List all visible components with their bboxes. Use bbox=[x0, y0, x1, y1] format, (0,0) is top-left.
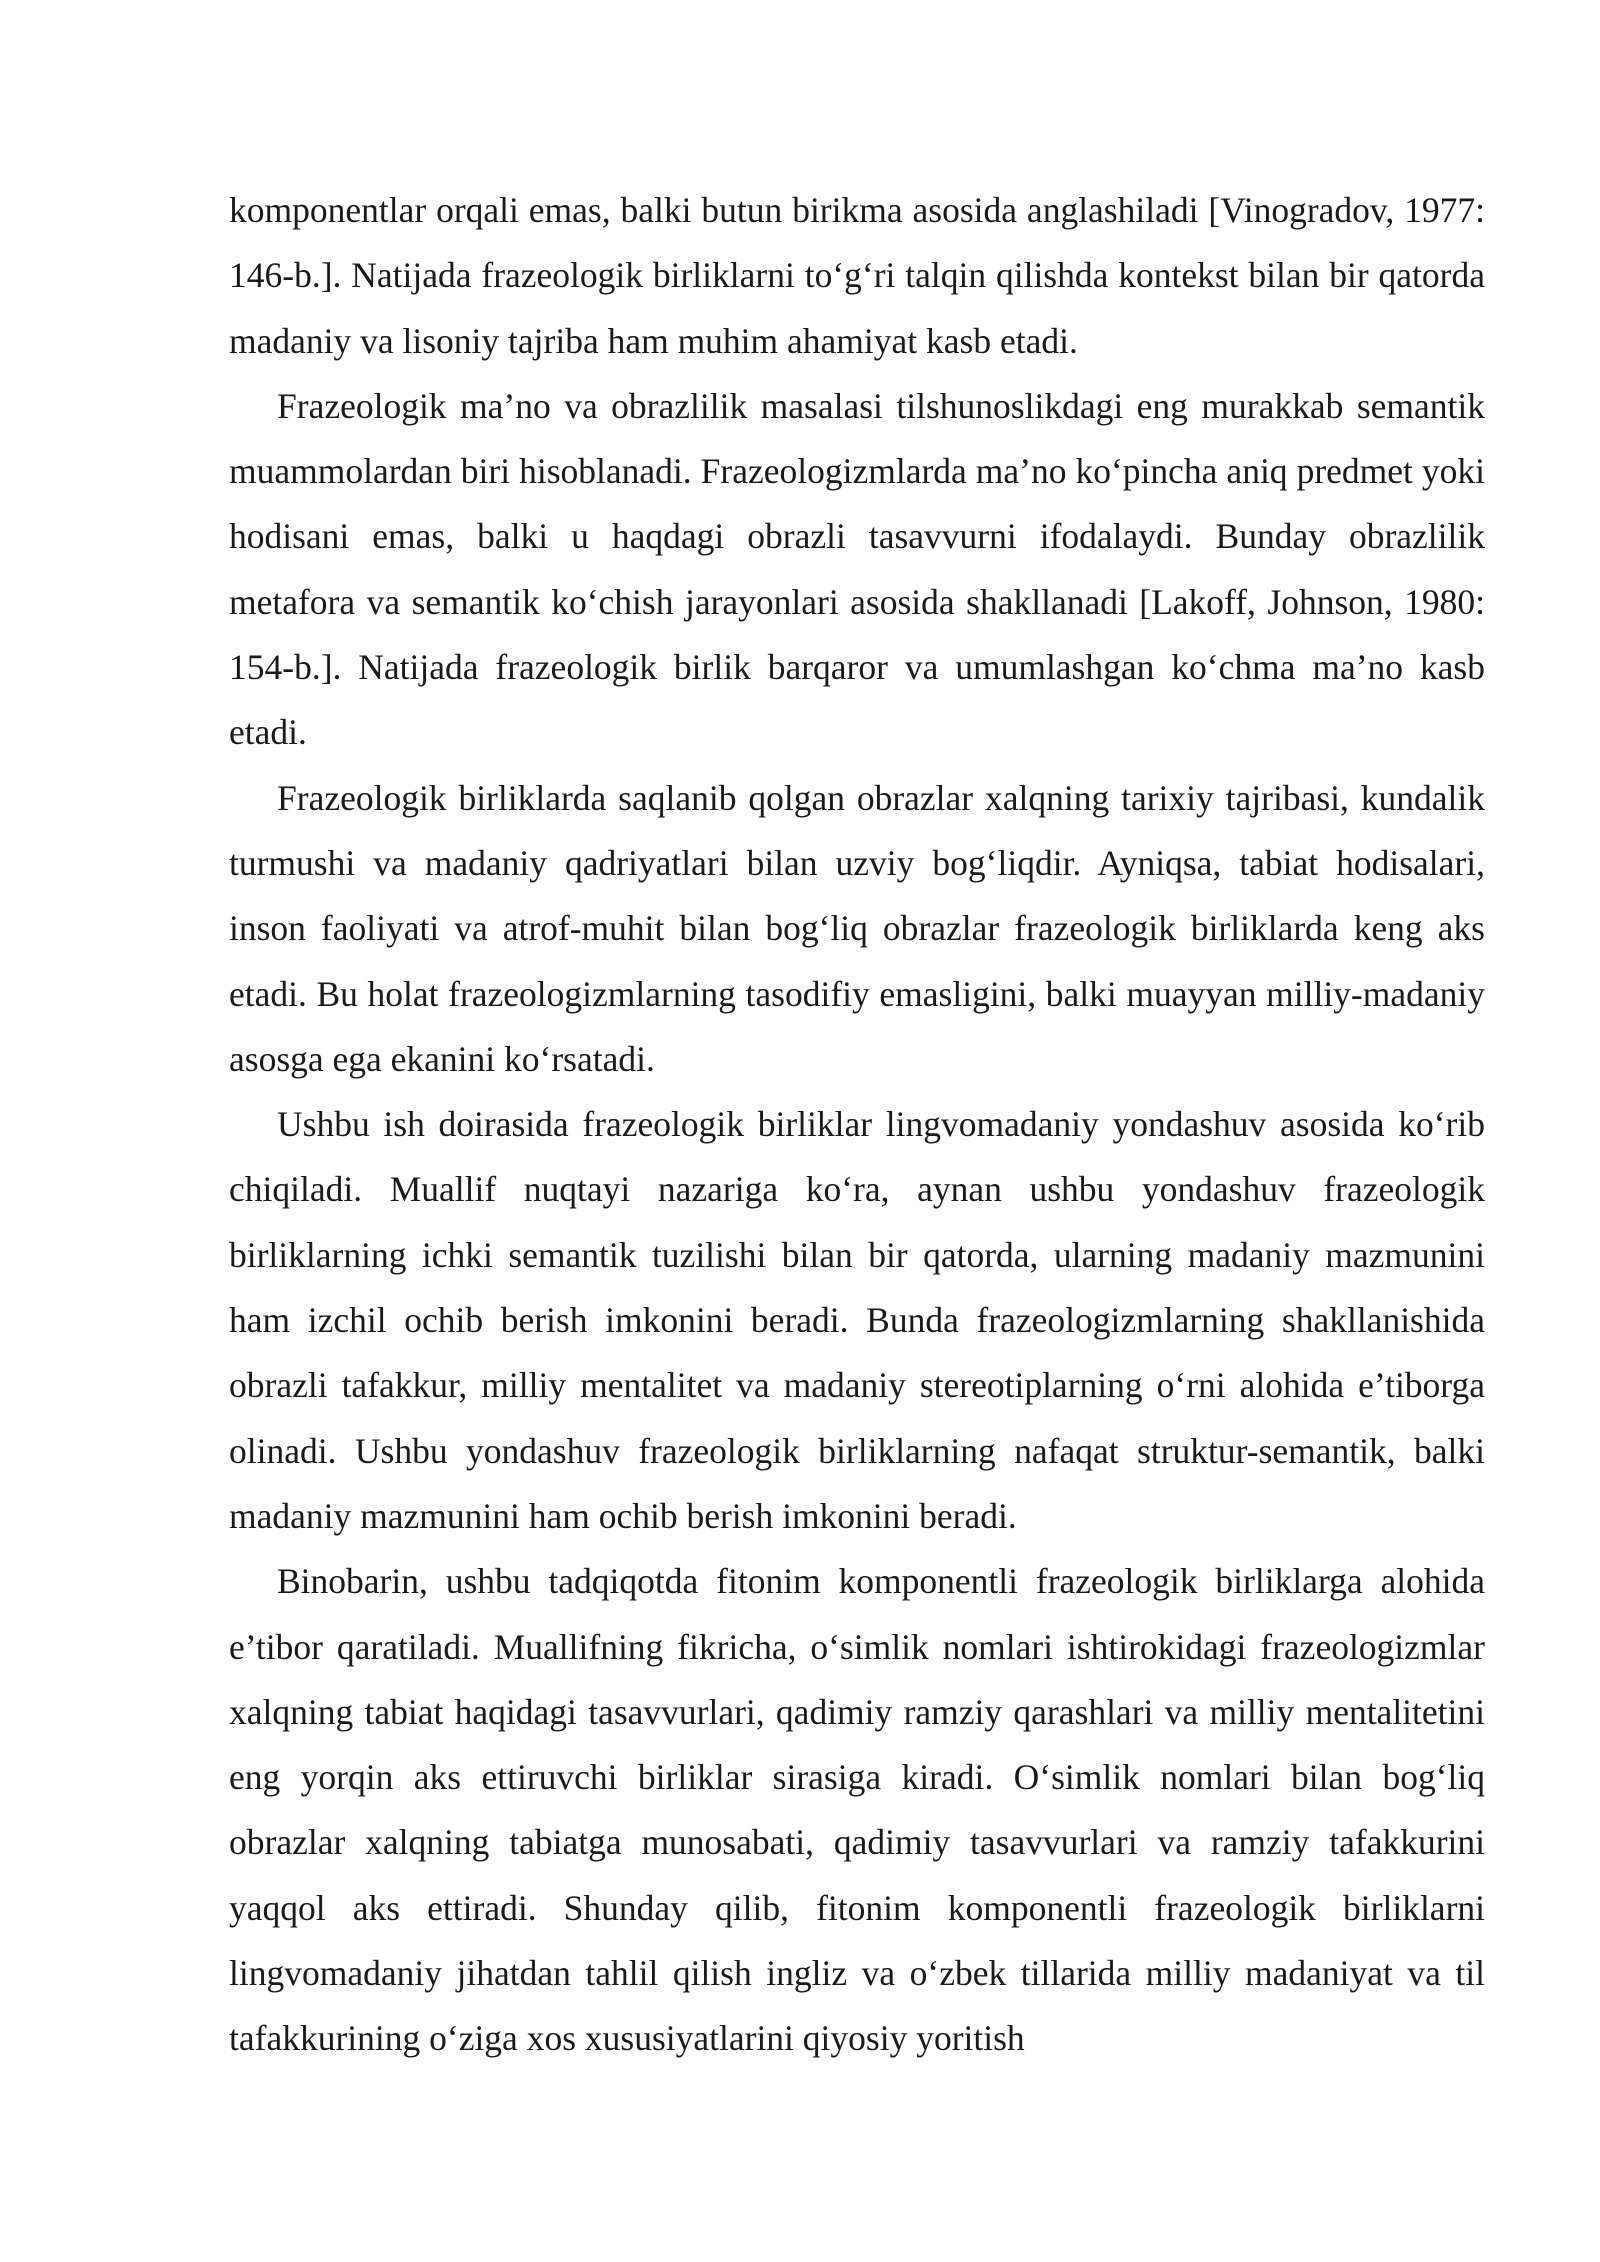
paragraph-1: komponentlar orqali emas, balki butun birikma asosida anglashiladi [Vinogradov, 1977: 146-b.]. Natijada frazeologik birliklarni to‘g‘ri talqin qilishda kontekst bilan bir qatorda madaniy va lisoniy tajriba ham muhim ahamiyat kasb etadi. bbox=[229, 190, 1485, 361]
paragraph-4: Ushbu ish doirasida frazeologik birliklar lingvomadaniy yondashuv asosida ko‘rib chiqiladi. Muallif nuqtayi nazariga ko‘ra, aynan ushbu yondashuv frazeologik birliklarning ichki semantik tuzilishi bilan bir qatorda, ularning madaniy mazmunini ham izchil ochib berish imkonini beradi. Bunda frazeologizmlarning shakllanishida obrazli tafakkur, milliy mentalitet va madaniy stereotiplarning o‘rni alohida e’tiborga olinadi. Ushbu yondashuv frazeologik birliklarning nafaqat struktur-semantik, balki madaniy mazmunini ham ochib berish imkonini beradi. bbox=[229, 1104, 1485, 1536]
paragraph-3: Frazeologik birliklarda saqlanib qolgan obrazlar xalqning tarixiy tajribasi, kundalik turmushi va madaniy qadriyatlari bilan uzviy bog‘liqdir. Ayniqsa, tabiat hodisalari, inson faoliyati va atrof-muhit bilan bog‘liq obrazlar frazeologik birliklarda keng aks etadi. Bu holat frazeologizmlarning tasodifiy emasligini, balki muayyan milliy-madaniy asosga ega ekanini ko‘rsatadi. bbox=[229, 777, 1485, 1079]
paragraph-5: Binobarin, ushbu tadqiqotda fitonim komponentli frazeologik birliklarga alohida e’tibor qaratiladi. Muallifning fikricha, o‘simlik nomlari ishtirokidagi frazeologizmlar xalqning tabiat haqidagi tasavvurlari, qadimiy ramziy qarashlari va milliy mentalitetini eng yorqin aks ettiruvchi birliklar sirasiga kiradi. O‘simlik nomlari bilan bog‘liq obrazlar xalqning tabiatga munosabati, qadimiy tasavvurlari va ramziy tafakkurini yaqqol aks ettiradi. Shunday qilib, fitonim komponentli frazeologik birliklarni lingvomadaniy jihatdan tahlil qilish ingliz va o‘zbek tillarida milliy madaniyat va til tafakkurining o‘ziga xos xususiyatlarini qiyosiy yoritish bbox=[229, 1561, 1485, 2059]
document-page bbox=[229, 178, 1485, 2072]
paragraph-2: Frazeologik ma’no va obrazlilik masalasi tilshunoslikdagi eng murakkab semantik muammolardan biri hisoblanadi. Frazeologizmlarda ma’no ko‘pincha aniq predmet yoki hodisani emas, balki u haqdagi obrazli tasavvurni ifodalaydi. Bunday obrazlilik metafora va semantik ko‘chish jarayonlari asosida shakllanadi [Lakoff, Johnson, 1980: 154-b.]. Natijada frazeologik birlik barqaror va umumlashgan ko‘chma ma’no kasb etadi. bbox=[229, 385, 1485, 753]
